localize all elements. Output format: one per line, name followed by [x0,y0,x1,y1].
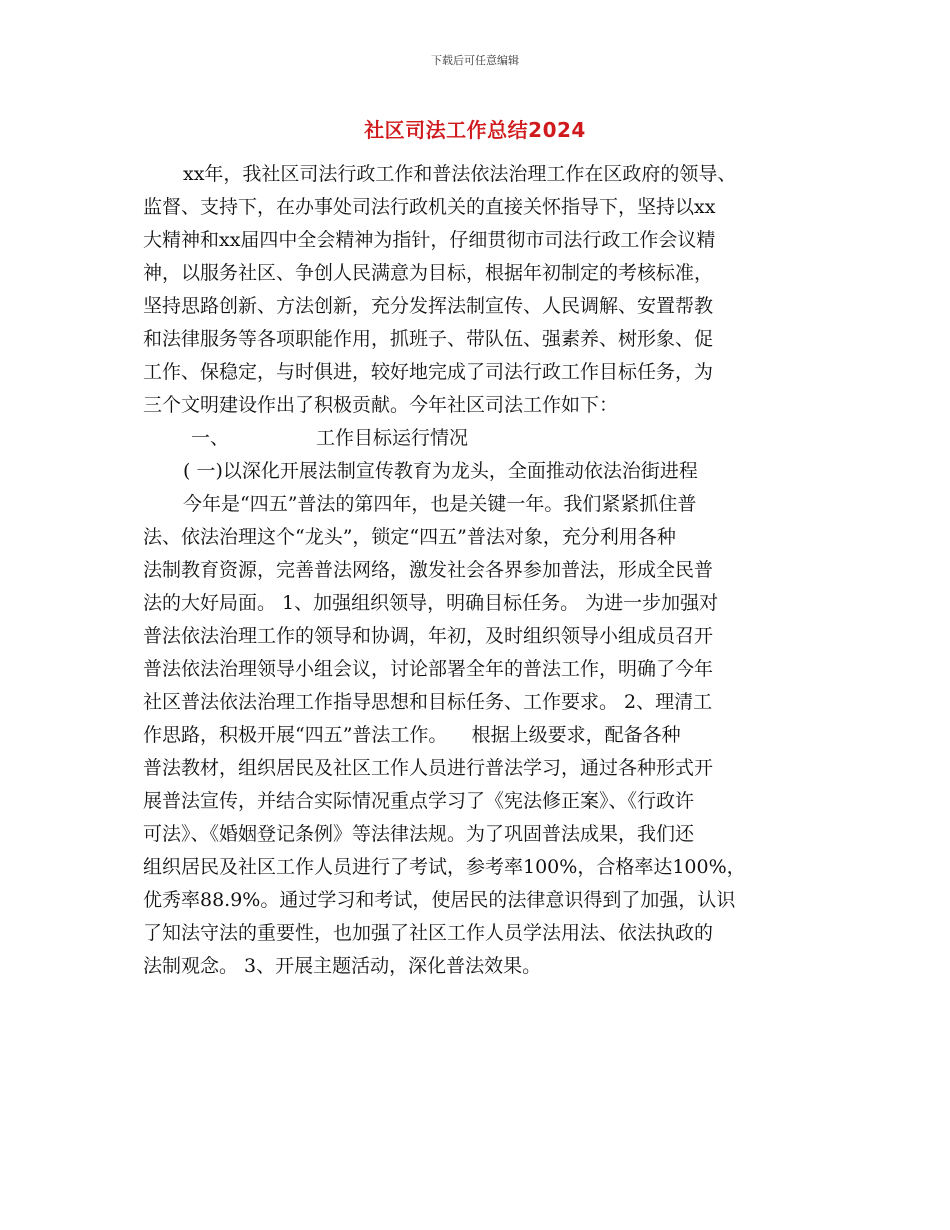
paragraph-line: 展普法宣传，并结合实际情况重点学习了《宪法修正案》、《行政许 [143,790,695,812]
paragraph-line: 法的大好局面。 1、加强组织领导，明确目标任务。 为进一步加强对 [143,592,719,614]
paragraph-line: 法制观念。 3、开展主题活动，深化普法效果。 [143,955,542,977]
paragraph-line: 普法教材，组织居民及社区工作人员进行普法学习，通过各种形式开 [143,757,714,779]
document-title: 社区司法工作总结2024 [364,118,586,142]
paragraph-line: 可法》、《婚姻登记条例》等法律法规。为了巩固普法成果，我们还 [143,823,695,845]
paragraph-line: 坚持思路创新、方法创新，充分发挥法制宣传、人民调解、安置帮教 [143,295,714,317]
section-heading [143,422,823,455]
paragraph-line: 工作、保稳定，与时俱进，较好地完成了司法行政工作目标任务，为 [143,361,714,383]
paragraph-line: 法制教育资源，完善普法网络，激发社会各界参加普法，形成全民普 [143,559,714,581]
paragraph-line: 优秀率88.9%。通过学习和考试，使居民的法律意识得到了加强，认识 [143,889,736,911]
paragraph-line: 普法依法治理领导小组会议，讨论部署全年的普法工作，明确了今年 [143,658,714,680]
paragraph-line: 社区普法依法治理工作指导思想和目标任务、工作要求。 2、理清工 [143,691,713,713]
subsection-heading: ( 一)以深化开展法制宣传教育为龙头，全面推动依法治街进程 [183,460,698,482]
section-number: 一、 [191,427,230,449]
paragraph-line: 组织居民及社区工作人员进行了考试，参考率100%，合格率达100%， [143,856,746,878]
paragraph-line: 三个文明建设作出了积极贡献。今年社区司法工作如下： [143,394,619,416]
header-note: 下载后可任意编辑 [431,54,519,67]
paragraph-line: xx年，我社区司法行政工作和普法依法治理工作在区政府的领导、 [183,163,737,185]
paragraph-line: 法、依法治理这个“龙头”，锁定“四五”普法对象，充分利用各种 [143,526,676,548]
paragraph-line: 普法依法治理工作的领导和协调，年初，及时组织领导小组成员召开 [143,625,714,647]
paragraph-line: 今年是“四五”普法的第四年，也是关键一年。我们紧紧抓住普 [183,493,697,515]
section-title: 工作目标运行情况 [316,427,469,449]
paragraph-line: 和法律服务等各项职能作用，抓班子、带队伍、强素养、树形象、促 [143,328,714,350]
paragraph-line: 大精神和xx届四中全会精神为指针，仔细贯彻市司法行政工作会议精 [143,229,716,251]
paragraph-line: 监督、支持下，在办事处司法行政机关的直接关怀指导下，坚持以xx [143,196,716,218]
paragraph-line: 神，以服务社区、争创人民满意为目标，根据年初制定的考核标准， [143,262,714,284]
document-body [143,158,823,983]
paragraph-line: 作思路，积极开展“四五”普法工作。 根据上级要求，配备各种 [143,724,681,746]
paragraph-line: 了知法守法的重要性，也加强了社区工作人员学法用法、依法执政的 [143,922,714,944]
